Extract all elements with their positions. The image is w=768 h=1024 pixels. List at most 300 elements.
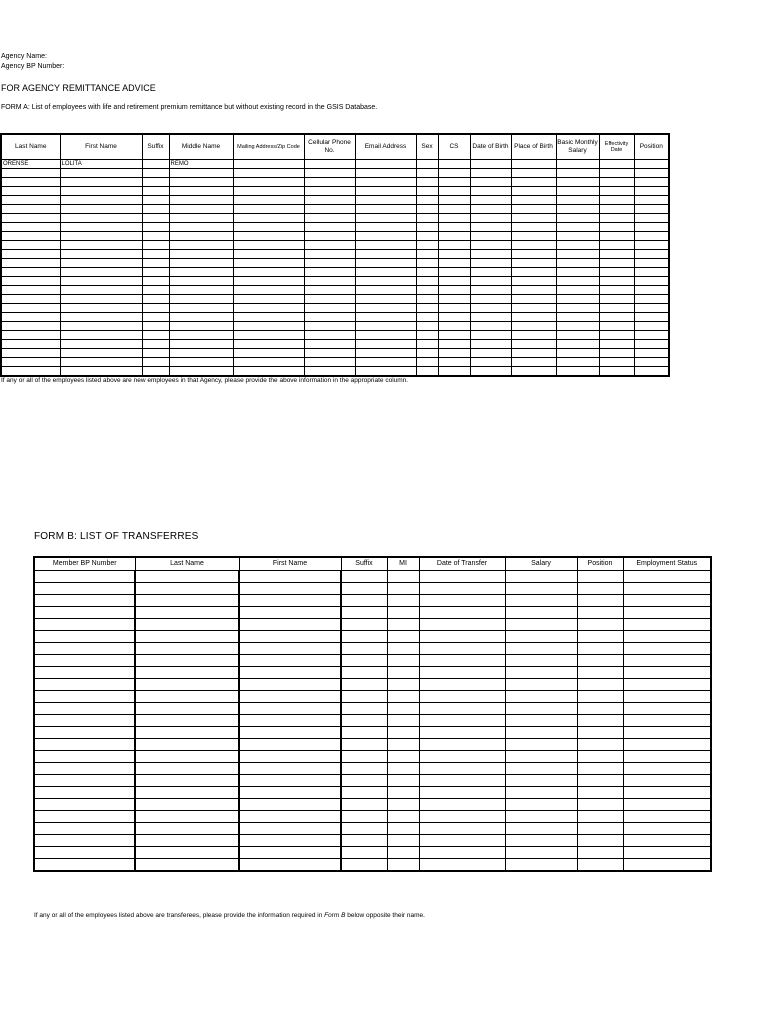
table-cell[interactable] — [505, 703, 577, 715]
table-cell[interactable] — [419, 787, 505, 799]
table-cell[interactable] — [505, 679, 577, 691]
table-cell[interactable] — [304, 349, 355, 358]
table-cell[interactable] — [169, 232, 233, 241]
table-cell[interactable] — [60, 304, 142, 313]
table-cell[interactable] — [142, 331, 169, 340]
table-cell[interactable] — [634, 367, 669, 377]
table-cell[interactable] — [387, 823, 419, 835]
table-cell[interactable] — [419, 607, 505, 619]
table-cell[interactable] — [470, 277, 511, 286]
table-cell[interactable] — [634, 169, 669, 178]
table-cell[interactable] — [511, 295, 556, 304]
table-cell[interactable] — [634, 196, 669, 205]
table-cell[interactable] — [505, 847, 577, 859]
table-cell[interactable] — [304, 331, 355, 340]
table-cell[interactable] — [419, 703, 505, 715]
table-cell[interactable] — [142, 304, 169, 313]
table-cell[interactable] — [34, 691, 135, 703]
table-cell[interactable] — [419, 799, 505, 811]
table-cell[interactable] — [599, 160, 634, 169]
table-cell[interactable] — [34, 823, 135, 835]
table-cell[interactable] — [623, 811, 711, 823]
table-cell[interactable] — [577, 631, 623, 643]
table-cell[interactable] — [142, 232, 169, 241]
table-cell[interactable] — [505, 823, 577, 835]
table-cell[interactable] — [511, 160, 556, 169]
table-cell[interactable] — [142, 178, 169, 187]
table-cell[interactable] — [169, 250, 233, 259]
table-cell[interactable] — [387, 811, 419, 823]
table-cell[interactable] — [169, 358, 233, 367]
table-cell[interactable] — [60, 169, 142, 178]
table-cell[interactable] — [505, 739, 577, 751]
table-cell[interactable] — [142, 250, 169, 259]
table-cell[interactable] — [505, 859, 577, 872]
table-cell[interactable] — [239, 847, 341, 859]
table-cell[interactable] — [599, 349, 634, 358]
table-cell[interactable] — [419, 859, 505, 872]
table-cell[interactable] — [438, 214, 470, 223]
table-cell[interactable] — [577, 739, 623, 751]
table-cell[interactable] — [511, 196, 556, 205]
table-cell[interactable] — [341, 715, 387, 727]
table-cell[interactable] — [416, 286, 438, 295]
table-cell[interactable] — [341, 655, 387, 667]
table-cell[interactable] — [169, 169, 233, 178]
table-cell[interactable] — [470, 205, 511, 214]
table-cell[interactable] — [599, 241, 634, 250]
table-cell[interactable] — [556, 349, 599, 358]
table-cell[interactable] — [304, 169, 355, 178]
table-cell[interactable] — [623, 595, 711, 607]
table-cell[interactable] — [623, 667, 711, 679]
table-cell[interactable] — [556, 178, 599, 187]
table-cell[interactable] — [599, 169, 634, 178]
table-cell[interactable] — [341, 691, 387, 703]
table-cell[interactable] — [416, 196, 438, 205]
table-cell[interactable] — [470, 358, 511, 367]
table-cell[interactable] — [470, 214, 511, 223]
table-cell[interactable] — [1, 286, 60, 295]
table-cell[interactable] — [341, 619, 387, 631]
table-cell[interactable] — [135, 727, 239, 739]
table-cell[interactable] — [60, 196, 142, 205]
table-cell[interactable] — [505, 607, 577, 619]
table-cell[interactable] — [577, 607, 623, 619]
table-cell[interactable] — [438, 259, 470, 268]
table-cell[interactable] — [135, 583, 239, 595]
table-cell[interactable] — [438, 295, 470, 304]
table-cell[interactable] — [169, 268, 233, 277]
table-cell[interactable] — [341, 859, 387, 872]
table-cell[interactable] — [233, 322, 304, 331]
table-cell[interactable] — [438, 277, 470, 286]
table-cell[interactable] — [416, 241, 438, 250]
table-cell[interactable] — [599, 187, 634, 196]
table-cell[interactable] — [511, 322, 556, 331]
table-cell[interactable] — [438, 241, 470, 250]
table-cell[interactable] — [239, 715, 341, 727]
table-cell[interactable] — [599, 304, 634, 313]
table-cell[interactable] — [135, 763, 239, 775]
table-cell[interactable] — [304, 241, 355, 250]
table-cell[interactable] — [233, 196, 304, 205]
table-cell[interactable] — [135, 775, 239, 787]
table-cell[interactable] — [556, 295, 599, 304]
table-cell[interactable] — [416, 214, 438, 223]
table-cell[interactable] — [355, 205, 416, 214]
table-cell[interactable] — [341, 607, 387, 619]
table-cell[interactable] — [1, 169, 60, 178]
table-cell[interactable] — [634, 277, 669, 286]
table-cell[interactable] — [623, 715, 711, 727]
table-cell[interactable] — [355, 277, 416, 286]
table-cell[interactable] — [142, 196, 169, 205]
table-cell[interactable] — [304, 286, 355, 295]
table-cell[interactable] — [387, 859, 419, 872]
table-cell[interactable] — [1, 331, 60, 340]
table-cell[interactable] — [416, 268, 438, 277]
table-cell[interactable] — [387, 703, 419, 715]
table-cell[interactable] — [239, 631, 341, 643]
table-cell[interactable] — [556, 313, 599, 322]
table-cell[interactable] — [623, 607, 711, 619]
table-cell[interactable] — [577, 787, 623, 799]
table-cell[interactable] — [511, 304, 556, 313]
table-cell[interactable] — [511, 358, 556, 367]
table-cell[interactable] — [505, 655, 577, 667]
table-cell[interactable] — [304, 304, 355, 313]
table-cell[interactable] — [34, 631, 135, 643]
table-cell[interactable] — [1, 358, 60, 367]
table-cell[interactable] — [505, 799, 577, 811]
table-cell[interactable] — [304, 205, 355, 214]
table-cell[interactable] — [419, 763, 505, 775]
table-cell[interactable] — [416, 304, 438, 313]
table-cell[interactable] — [623, 763, 711, 775]
table-cell[interactable] — [505, 775, 577, 787]
table-cell[interactable] — [341, 679, 387, 691]
table-cell[interactable] — [60, 259, 142, 268]
table-cell[interactable] — [599, 340, 634, 349]
table-cell[interactable] — [34, 787, 135, 799]
table-cell[interactable] — [233, 349, 304, 358]
table-cell[interactable] — [135, 667, 239, 679]
table-cell[interactable] — [1, 196, 60, 205]
table-cell[interactable] — [416, 295, 438, 304]
table-cell[interactable] — [556, 250, 599, 259]
table-cell[interactable] — [1, 322, 60, 331]
table-cell[interactable] — [341, 631, 387, 643]
table-cell[interactable] — [34, 583, 135, 595]
table-cell[interactable] — [634, 286, 669, 295]
table-cell[interactable] — [239, 751, 341, 763]
table-cell[interactable] — [34, 703, 135, 715]
table-cell[interactable] — [233, 286, 304, 295]
table-cell[interactable] — [470, 160, 511, 169]
table-cell[interactable] — [34, 655, 135, 667]
table-cell[interactable] — [1, 214, 60, 223]
table-cell[interactable] — [233, 331, 304, 340]
table-cell[interactable] — [577, 643, 623, 655]
table-cell[interactable] — [34, 679, 135, 691]
table-cell[interactable] — [387, 799, 419, 811]
table-cell[interactable] — [416, 250, 438, 259]
table-cell[interactable] — [135, 811, 239, 823]
table-cell[interactable] — [505, 727, 577, 739]
table-cell[interactable] — [34, 763, 135, 775]
table-cell[interactable] — [511, 223, 556, 232]
table-cell[interactable] — [34, 811, 135, 823]
table-cell[interactable] — [556, 160, 599, 169]
table-cell[interactable] — [556, 277, 599, 286]
table-cell[interactable] — [470, 367, 511, 377]
table-cell[interactable] — [511, 250, 556, 259]
table-cell[interactable] — [355, 349, 416, 358]
table-cell[interactable] — [438, 286, 470, 295]
table-cell[interactable] — [634, 349, 669, 358]
table-cell[interactable] — [438, 160, 470, 169]
table-cell[interactable] — [233, 205, 304, 214]
table-cell[interactable] — [599, 331, 634, 340]
table-cell[interactable] — [355, 295, 416, 304]
table-cell[interactable] — [505, 763, 577, 775]
table-cell[interactable] — [304, 259, 355, 268]
table-cell[interactable] — [419, 691, 505, 703]
table-cell[interactable] — [142, 295, 169, 304]
table-cell[interactable] — [233, 358, 304, 367]
table-cell[interactable] — [233, 313, 304, 322]
table-cell[interactable] — [634, 160, 669, 169]
table-cell[interactable] — [34, 847, 135, 859]
table-cell[interactable] — [341, 847, 387, 859]
table-cell[interactable] — [599, 223, 634, 232]
table-cell[interactable] — [239, 727, 341, 739]
table-cell[interactable] — [634, 214, 669, 223]
table-cell[interactable] — [556, 169, 599, 178]
table-cell[interactable] — [135, 643, 239, 655]
table-cell[interactable] — [438, 169, 470, 178]
table-cell[interactable] — [135, 607, 239, 619]
table-cell[interactable] — [419, 775, 505, 787]
table-cell[interactable] — [387, 571, 419, 583]
table-cell[interactable] — [233, 223, 304, 232]
table-cell[interactable] — [511, 331, 556, 340]
table-cell[interactable]: REMO — [169, 160, 233, 169]
table-cell[interactable] — [470, 223, 511, 232]
table-cell[interactable] — [239, 787, 341, 799]
table-cell[interactable] — [239, 583, 341, 595]
table-cell[interactable] — [142, 187, 169, 196]
table-cell[interactable] — [1, 349, 60, 358]
table-cell[interactable] — [416, 313, 438, 322]
table-cell[interactable] — [577, 847, 623, 859]
table-cell[interactable] — [416, 340, 438, 349]
table-cell[interactable] — [599, 178, 634, 187]
table-cell[interactable] — [416, 367, 438, 377]
table-cell[interactable] — [34, 571, 135, 583]
table-cell[interactable] — [416, 160, 438, 169]
table-cell[interactable] — [60, 205, 142, 214]
table-cell[interactable] — [341, 799, 387, 811]
table-cell[interactable] — [341, 583, 387, 595]
table-cell[interactable] — [577, 715, 623, 727]
table-cell[interactable] — [511, 367, 556, 377]
table-cell[interactable] — [1, 277, 60, 286]
table-cell[interactable] — [135, 595, 239, 607]
table-cell[interactable] — [304, 313, 355, 322]
table-cell[interactable] — [341, 835, 387, 847]
table-cell[interactable] — [511, 259, 556, 268]
table-cell[interactable] — [634, 232, 669, 241]
table-cell[interactable] — [355, 313, 416, 322]
table-cell[interactable] — [60, 178, 142, 187]
table-cell[interactable] — [304, 340, 355, 349]
table-cell[interactable] — [169, 178, 233, 187]
table-cell[interactable] — [623, 775, 711, 787]
table-cell[interactable] — [1, 340, 60, 349]
table-cell[interactable] — [169, 187, 233, 196]
table-cell[interactable] — [599, 250, 634, 259]
table-cell[interactable] — [239, 739, 341, 751]
table-cell[interactable] — [416, 232, 438, 241]
table-cell[interactable] — [634, 178, 669, 187]
table-cell[interactable] — [416, 349, 438, 358]
table-cell[interactable] — [34, 667, 135, 679]
table-cell[interactable] — [169, 349, 233, 358]
table-cell[interactable] — [142, 313, 169, 322]
table-cell[interactable] — [142, 322, 169, 331]
table-cell[interactable] — [438, 268, 470, 277]
table-cell[interactable] — [135, 631, 239, 643]
table-cell[interactable] — [355, 178, 416, 187]
table-cell[interactable] — [142, 340, 169, 349]
table-cell[interactable] — [355, 160, 416, 169]
table-cell[interactable] — [34, 799, 135, 811]
table-cell[interactable] — [239, 811, 341, 823]
table-cell[interactable] — [135, 823, 239, 835]
table-cell[interactable] — [438, 205, 470, 214]
table-cell[interactable] — [599, 295, 634, 304]
table-cell[interactable] — [60, 286, 142, 295]
table-cell[interactable] — [511, 340, 556, 349]
table-cell[interactable] — [419, 571, 505, 583]
table-cell[interactable] — [135, 655, 239, 667]
table-cell[interactable] — [623, 799, 711, 811]
table-cell[interactable] — [304, 178, 355, 187]
table-cell[interactable] — [556, 214, 599, 223]
table-cell[interactable] — [556, 322, 599, 331]
table-cell[interactable] — [634, 358, 669, 367]
table-cell[interactable] — [169, 205, 233, 214]
table-cell[interactable] — [60, 340, 142, 349]
table-cell[interactable] — [416, 259, 438, 268]
table-cell[interactable] — [60, 214, 142, 223]
table-cell[interactable] — [233, 268, 304, 277]
table-cell[interactable] — [577, 571, 623, 583]
table-cell[interactable] — [60, 367, 142, 377]
table-cell[interactable] — [634, 250, 669, 259]
table-cell[interactable] — [577, 835, 623, 847]
table-cell[interactable] — [341, 739, 387, 751]
table-cell[interactable] — [233, 241, 304, 250]
table-cell[interactable] — [60, 223, 142, 232]
table-cell[interactable] — [142, 349, 169, 358]
table-cell[interactable] — [34, 607, 135, 619]
table-cell[interactable] — [1, 187, 60, 196]
table-cell[interactable] — [1, 313, 60, 322]
table-cell[interactable] — [623, 679, 711, 691]
table-cell[interactable] — [438, 331, 470, 340]
table-cell[interactable] — [135, 703, 239, 715]
table-cell[interactable] — [599, 214, 634, 223]
table-cell[interactable] — [416, 358, 438, 367]
table-cell[interactable] — [556, 367, 599, 377]
table-cell[interactable] — [169, 367, 233, 377]
table-cell[interactable] — [142, 268, 169, 277]
table-cell[interactable] — [169, 304, 233, 313]
table-cell[interactable] — [623, 823, 711, 835]
table-cell[interactable] — [233, 250, 304, 259]
table-cell[interactable] — [438, 313, 470, 322]
table-cell[interactable] — [341, 811, 387, 823]
table-cell[interactable] — [623, 835, 711, 847]
table-cell[interactable] — [419, 811, 505, 823]
table-cell[interactable] — [470, 241, 511, 250]
table-cell[interactable] — [511, 286, 556, 295]
table-cell[interactable] — [419, 679, 505, 691]
table-cell[interactable] — [169, 313, 233, 322]
table-cell[interactable] — [511, 187, 556, 196]
table-cell[interactable] — [470, 250, 511, 259]
table-cell[interactable] — [34, 727, 135, 739]
table-cell[interactable] — [239, 667, 341, 679]
table-cell[interactable] — [233, 232, 304, 241]
table-cell[interactable] — [1, 205, 60, 214]
table-cell[interactable] — [60, 277, 142, 286]
table-cell[interactable] — [60, 358, 142, 367]
table-cell[interactable] — [438, 322, 470, 331]
table-cell[interactable] — [355, 250, 416, 259]
table-cell[interactable] — [556, 232, 599, 241]
table-cell[interactable] — [577, 667, 623, 679]
table-cell[interactable] — [511, 178, 556, 187]
table-cell[interactable] — [599, 313, 634, 322]
table-cell[interactable] — [470, 196, 511, 205]
table-cell[interactable] — [304, 223, 355, 232]
table-cell[interactable] — [387, 727, 419, 739]
table-cell[interactable] — [304, 367, 355, 377]
table-cell[interactable] — [438, 358, 470, 367]
table-cell[interactable] — [135, 691, 239, 703]
table-cell[interactable] — [239, 691, 341, 703]
table-cell[interactable] — [556, 331, 599, 340]
table-cell[interactable] — [470, 313, 511, 322]
table-cell[interactable] — [511, 205, 556, 214]
table-cell[interactable] — [416, 277, 438, 286]
table-cell[interactable] — [470, 178, 511, 187]
table-cell[interactable] — [419, 823, 505, 835]
table-cell[interactable] — [169, 331, 233, 340]
table-cell[interactable] — [169, 340, 233, 349]
table-cell[interactable] — [34, 751, 135, 763]
table-cell[interactable] — [304, 277, 355, 286]
table-cell[interactable] — [355, 241, 416, 250]
table-cell[interactable] — [355, 322, 416, 331]
table-cell[interactable] — [341, 643, 387, 655]
table-cell[interactable] — [169, 241, 233, 250]
table-cell[interactable] — [505, 571, 577, 583]
